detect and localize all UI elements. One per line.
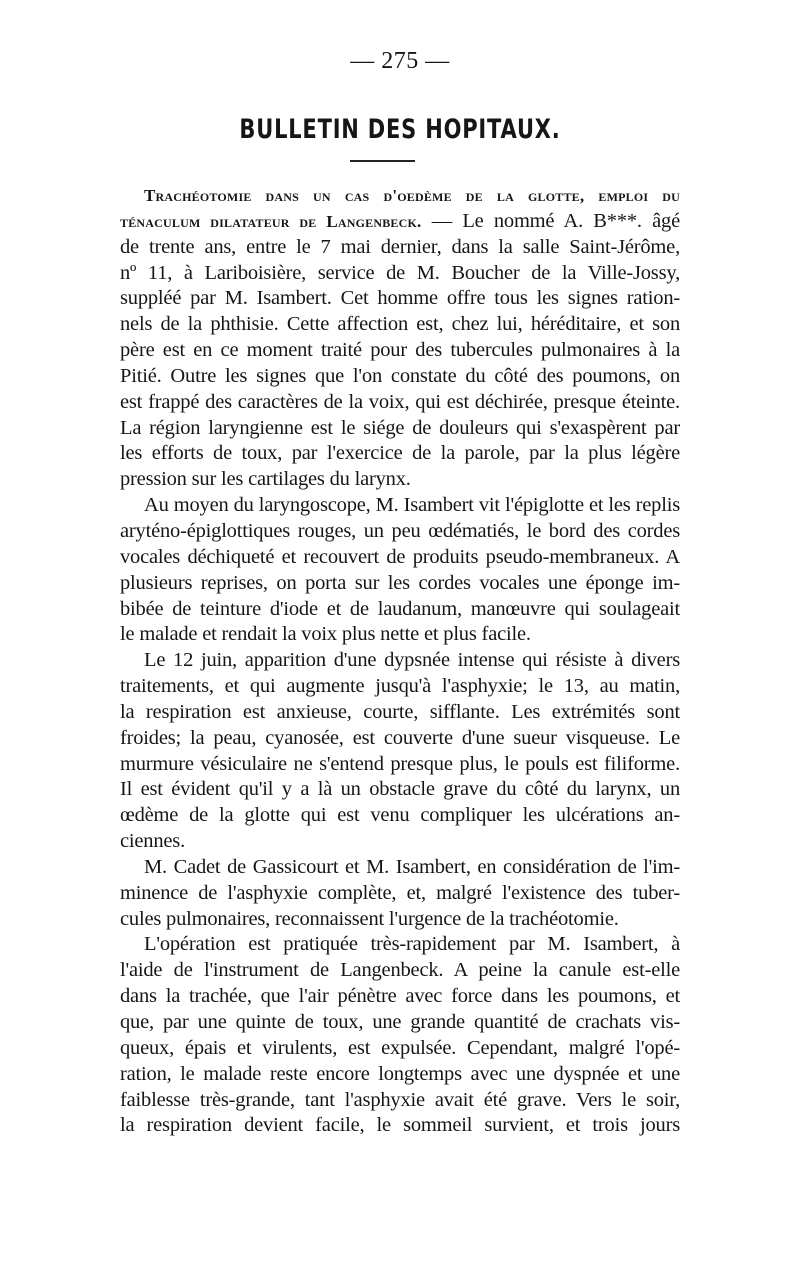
text-line: queux, épais et virulents, est expulsée. Cependant, malgré l'opé- (120, 1036, 680, 1059)
paragraph-start: Le 12 juin, apparition d'une dypsnée intense qui résiste à divers (144, 649, 680, 672)
text-line: froides; la peau, cyanosée, est couverte d'une sueur visqueuse. Le (120, 726, 680, 749)
text-line: l'aide de l'instrument de Langenbeck. A peine la canule est-elle (120, 959, 680, 982)
text-line: cules pulmonaires, reconnaissent l'urgence de la trachéotomie. (120, 907, 619, 930)
text-line: suppléé par M. Isambert. Cet homme offre tous les signes ration- (120, 287, 680, 310)
page-number: — 275 — (350, 48, 450, 74)
text-line: bibée de teinture d'iode et de laudanum, manœuvre qui soulageait (120, 597, 680, 620)
text-line: nº 11, à Lariboisière, service de M. Boucher de la Ville-Jossy, (120, 261, 680, 284)
text-line: nels de la phthisie. Cette affection est, chez lui, héréditaire, et son (120, 313, 680, 336)
text-line: les efforts de toux, par l'exercice de la parole, par la plus légère (120, 442, 680, 465)
text-line: ciennes. (120, 830, 185, 853)
text-line: Il est évident qu'il y a là un obstacle grave du côté du larynx, un (120, 778, 680, 801)
section-title: BULLETIN DES HOPITAUX. (239, 114, 561, 144)
text-line: est frappé des caractères de la voix, qui est déchirée, presque éteinte. (120, 390, 680, 413)
text-line: que, par une quinte de toux, une grande quantité de crachats vis- (120, 1011, 680, 1033)
text-line: dans la trachée, que l'air pénètre avec force dans les poumons, et (120, 985, 680, 1008)
paragraph-start: M. Cadet de Gassicourt et M. Isambert, en considération de l'im- (144, 855, 680, 878)
text-line: faiblesse très-grande, tant l'asphyxie avait été grave. Vers le soir, (120, 1088, 680, 1111)
text-line: aryténo-épiglottiques rouges, un peu œdématiés, le bord des cordes (120, 519, 680, 542)
text-line: minence de l'asphyxie complète, et, malgré l'existence des tuber- (120, 881, 680, 904)
article-heading: Trachéotomie dans un cas d'oedème de la glotte, emploi du (144, 186, 680, 205)
paragraph-start: L'opération est pratiquée très-rapidement par M. Isambert, à (144, 933, 680, 956)
text-line: pression sur les cartilages du larynx. (120, 468, 411, 491)
title-divider (350, 160, 415, 162)
article-heading-continued: ténaculum dilatateur de Langenbeck. (120, 211, 422, 231)
text-line: murmure vésiculaire ne s'entend presque plus, le pouls est filiforme. (120, 752, 680, 775)
text-line: œdème de la glotte qui est venu compliquer les ulcérations an- (120, 804, 680, 827)
article-heading-line (120, 183, 680, 209)
text-line: vocales déchiqueté et recouvert de produits pseudo-membraneux. A (120, 545, 680, 568)
article-heading-line (120, 209, 680, 235)
text-line: père est en ce moment traité pour des tubercules pulmonaires à la (120, 339, 680, 362)
paragraph-start: Au moyen du laryngoscope, M. Isambert vit l'épiglotte et les replis (144, 494, 680, 517)
article-body (120, 183, 680, 1139)
text-line: Pitié. Outre les signes que l'on constate du côté des poumons, on (120, 364, 680, 387)
text-run: — Le nommé A. B***. âgé (421, 209, 680, 232)
text-line: ration, le malade reste encore longtemps avec une dyspnée et une (120, 1062, 680, 1085)
text-line: de trente ans, entre le 7 mai dernier, dans la salle Saint-Jérôme, (120, 235, 680, 258)
text-line: le malade et rendait la voix plus nette et plus facile. (120, 623, 531, 646)
text-line: plusieurs reprises, on porta sur les cordes vocales une éponge im- (120, 571, 680, 594)
text-line: La région laryngienne est le siége de douleurs qui s'exaspèrent par (120, 416, 680, 439)
text-line: la respiration devient facile, le sommeil survient, et trois jours (120, 1114, 680, 1137)
text-line: traitements, et qui augmente jusqu'à l'asphyxie; le 13, au matin, (120, 675, 680, 698)
text-line: la respiration est anxieuse, courte, sifflante. Les extrémités sont (120, 700, 680, 723)
